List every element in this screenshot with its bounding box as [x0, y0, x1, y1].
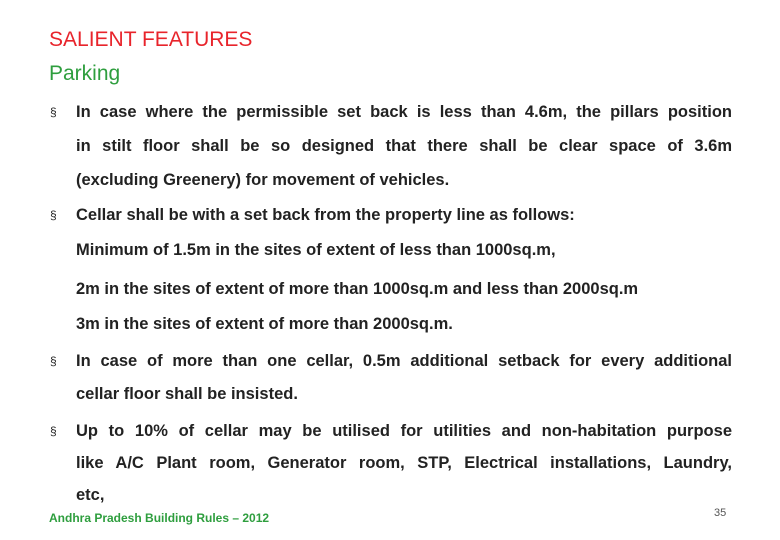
- bullet-marker: §: [50, 354, 57, 368]
- slide-footer: Andhra Pradesh Building Rules – 2012: [49, 511, 270, 525]
- point-2-line-1: Cellar shall be with a set back from the property line as follows:: [76, 206, 575, 224]
- point-4-line-1: Up to 10% of cellar may be utilised for utilities and non-habitation purpose: [76, 422, 732, 440]
- bullet-marker: §: [50, 105, 57, 119]
- point-3-line-2: cellar floor shall be insisted.: [76, 385, 298, 403]
- point-2-line-3: 2m in the sites of extent of more than 1000sq.m and less than 2000sq.m: [76, 280, 639, 298]
- point-4-line-3: etc,: [76, 486, 105, 504]
- point-2-line-2: Minimum of 1.5m in the sites of extent of less than 1000sq.m,: [76, 241, 556, 259]
- point-4-line-2: like A/C Plant room, Generator room, STP, Electrical installations, Laundry,: [76, 454, 732, 472]
- point-3-line-1: In case of more than one cellar, 0.5m additional setback for every additional: [76, 352, 732, 370]
- page-number: 35: [714, 507, 727, 519]
- bullet-marker: §: [50, 208, 57, 222]
- slide-title: SALIENT FEATURES: [49, 28, 253, 51]
- slide-subtitle: Parking: [49, 62, 121, 85]
- bullet-marker: §: [50, 424, 57, 438]
- point-2-line-4: 3m in the sites of extent of more than 2000sq.m.: [76, 315, 453, 333]
- point-1-line-2: in stilt floor shall be so designed that there shall be clear space of 3.6m: [76, 137, 732, 155]
- point-1-line-3: (excluding Greenery) for movement of vehicles.: [76, 171, 450, 189]
- point-1-line-1: In case where the permissible set back is less than 4.6m, the pillars position: [76, 103, 732, 121]
